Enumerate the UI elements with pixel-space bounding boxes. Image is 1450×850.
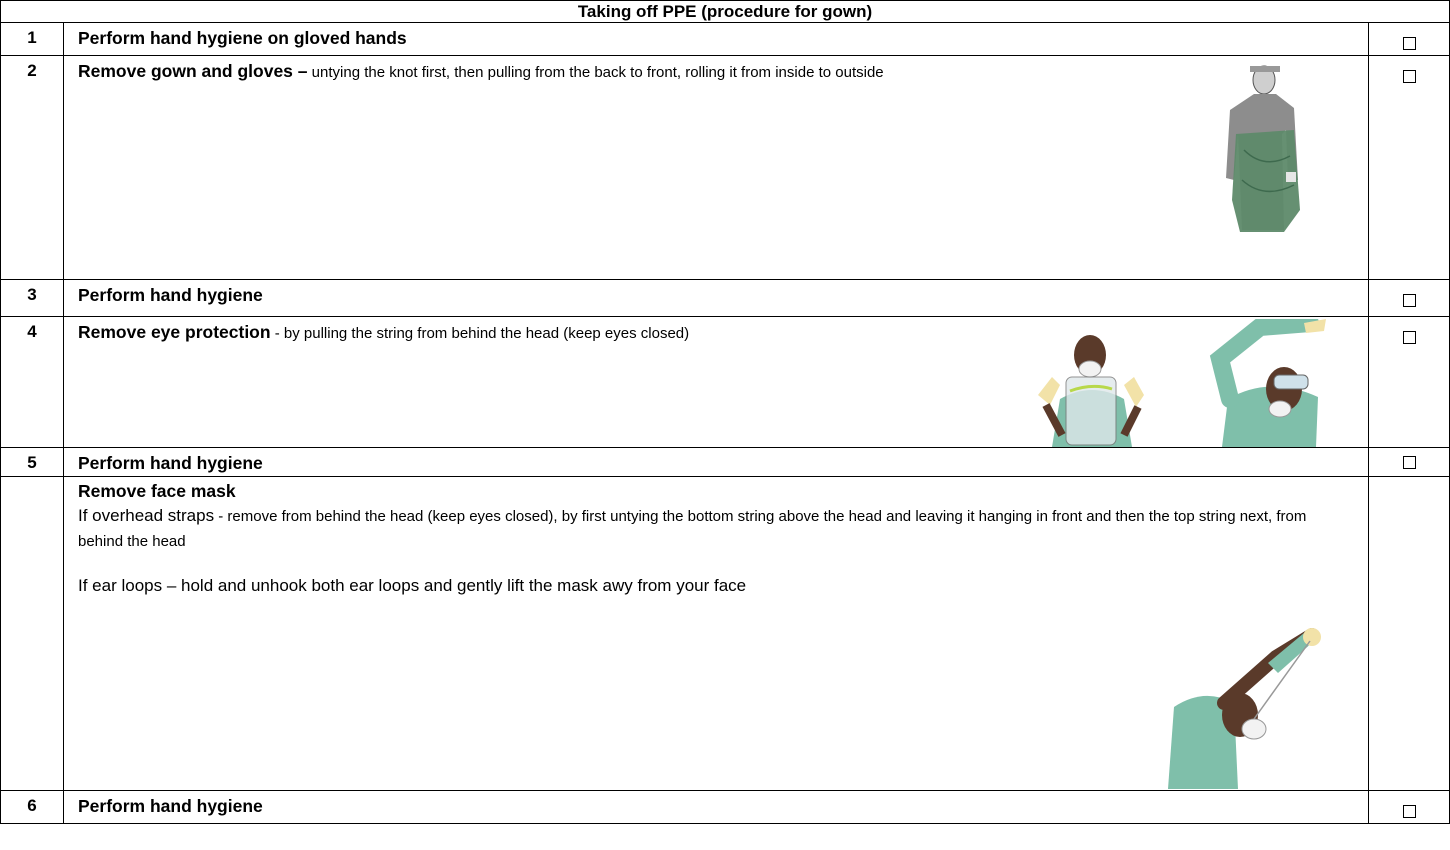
step-text (64, 477, 1369, 791)
step-checkbox[interactable] (1369, 280, 1450, 317)
step-number: 3 (1, 280, 64, 317)
ear-loops-paragraph: If ear loops – hold and unhook both ear loops and gently lift the mask awy from your face (78, 576, 747, 595)
step-heading: Remove face mask (78, 481, 236, 501)
overhead-straps-paragraph (78, 504, 1338, 554)
checkbox-icon[interactable] (1403, 456, 1416, 469)
overhead-straps-lead: If overhead straps (78, 506, 215, 525)
step-checkbox[interactable] (1369, 791, 1450, 824)
step-heading: Perform hand hygiene on gloved hands (78, 28, 407, 48)
step-heading: Perform hand hygiene (78, 453, 263, 473)
checkbox-icon[interactable] (1403, 70, 1416, 83)
step-text (64, 56, 1369, 280)
step-row-4 (1, 317, 1450, 448)
step-checkbox[interactable] (1369, 56, 1450, 280)
title-row (1, 1, 1450, 23)
step-heading: Perform hand hygiene (78, 796, 263, 816)
step-checkbox[interactable] (1369, 317, 1450, 448)
step-detail: - by pulling the string from behind the head (keep eyes closed) (270, 325, 690, 342)
step-number (1, 477, 64, 791)
step-text (64, 317, 1369, 448)
step-number: 2 (1, 56, 64, 280)
step-text (64, 791, 1369, 824)
step-detail: untying the knot first, then pulling from the back to front, rolling it from inside to outside (307, 64, 884, 81)
step-text (64, 448, 1369, 477)
checkbox-icon[interactable] (1403, 37, 1416, 50)
checkbox-icon[interactable] (1403, 805, 1416, 818)
gown-removal-figure-icon (1224, 60, 1316, 234)
step-row-5 (1, 448, 1450, 477)
step-number: 4 (1, 317, 64, 448)
step-number: 6 (1, 791, 64, 824)
goggles-removal-figure-icon (1200, 319, 1340, 447)
step-row-2 (1, 56, 1450, 280)
step-heading: Remove eye protection (78, 322, 271, 342)
step-checkbox-empty (1369, 477, 1450, 791)
step-row-1 (1, 23, 1450, 56)
mask-removal-figure-icon (1164, 627, 1324, 789)
checkbox-icon[interactable] (1403, 294, 1416, 307)
step-text (64, 280, 1369, 317)
step-text (64, 23, 1369, 56)
step-heading: Perform hand hygiene (78, 285, 263, 305)
step-number: 1 (1, 23, 64, 56)
step-number: 5 (1, 448, 64, 477)
step-checkbox[interactable] (1369, 448, 1450, 477)
step-heading: Remove gown and gloves – (78, 61, 308, 81)
checkbox-icon[interactable] (1403, 331, 1416, 344)
step-row-6 (1, 791, 1450, 824)
table-title: Taking off PPE (procedure for gown) (1, 1, 1450, 23)
step-checkbox[interactable] (1369, 23, 1450, 56)
face-shield-removal-figure-icon (1032, 325, 1180, 447)
step-row-3 (1, 280, 1450, 317)
overhead-straps-detail: - remove from behind the head (keep eyes closed), by first untying the bottom string above the head and leaving it hanging in front and then the top string next, from behind the head (78, 508, 1307, 550)
step-row-face-mask (1, 477, 1450, 791)
